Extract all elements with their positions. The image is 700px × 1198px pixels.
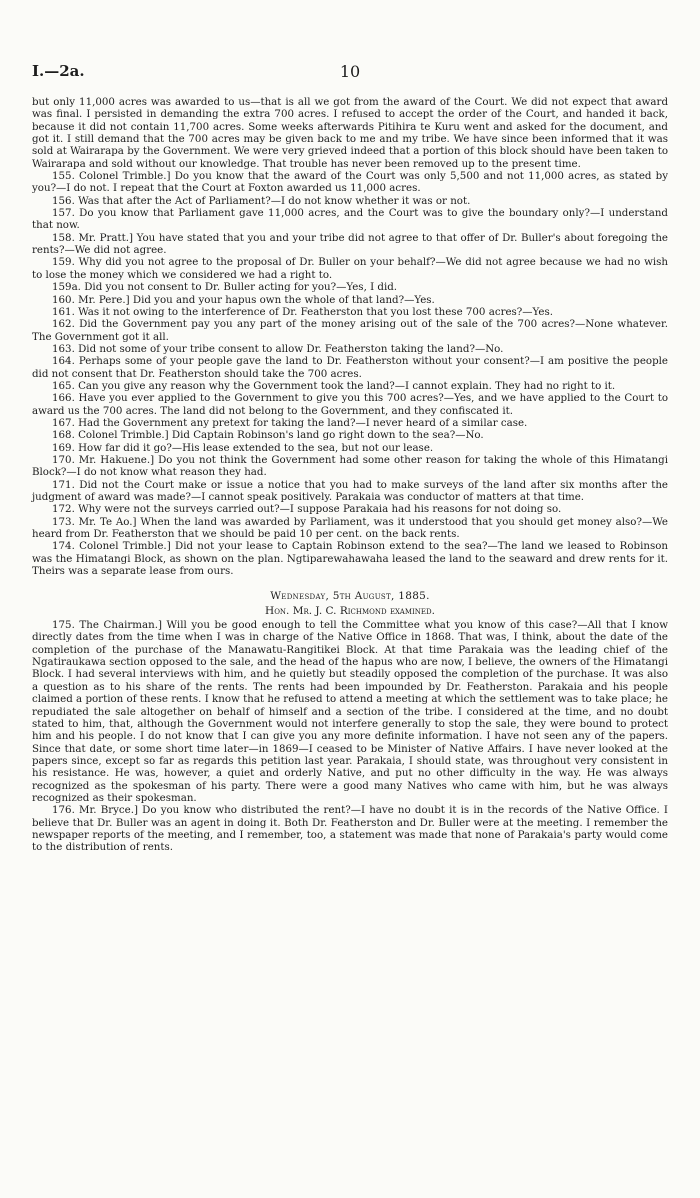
paragraph: 168. Colonel Trimble.] Did Captain Robinson's land go right down to the sea?—No. [52,429,484,442]
paragraph: 171. Did not the Court make or issue a notice that you had to make surveys of the land after six months after the judgment of award was made?—I cannot speak positively. Parakaia was conductor of matters at that time. [32,478,668,503]
paragraph: 163. Did not some of your tribe consent to allow Dr. Featherston taking the land?—No. [52,342,504,355]
witness-heading: Hon. Mr. J. C. Richmond examined. [265,604,435,617]
session-date-heading: Wednesday, 5th August, 1885. [270,590,430,603]
paragraph: 155. Colonel Trimble.] Do you know that the award of the Court was only 5,500 and not 11,000 acres, as stated by you?—I do not. I repeat that the Court at Foxton awarded us 11,000 acres. [32,170,668,195]
paragraph: 165. Can you give any reason why the Government took the land?—I cannot explain. They had no right to it. [52,379,616,392]
paragraph: 164. Perhaps some of your people gave the land to Dr. Featherston without your consent?—I am positive the people did not consent that Dr. Featherston should take the 700 acres. [32,355,668,380]
page-number: 10 [339,62,361,81]
paragraph: 166. Have you ever applied to the Government to give you this 700 acres?—Yes, and we have applied to the Court to award us the 700 acres. The land did not belong to the Government, and they confiscated it. [32,392,668,417]
paragraph: 174. Colonel Trimble.] Did not your lease to Captain Robinson extend to the sea?—The land we leased to Robinson was the Himatangi Block, as shown on the plan. Ngtiparewahawaha leased the land to the seaward and drew rents for it. Theirs was a separate lease from ours. [32,540,668,578]
paragraph: 158. Mr. Pratt.] You have stated that you and your tribe did not agree to that offer of Dr. Buller's about foregoing the rents?—We did not agree. [32,231,668,257]
paragraph: 169. How far did it go?—His lease extended to the sea, but not our lease. [52,441,434,454]
paragraph: 176. Mr. Bryce.] Do you know who distributed the rent?—I have no doubt it is in the records of the Native Office. I believe that Dr. Buller was an agent in doing it. Both Dr. Featherston and Dr. Buller were at the meeting. I remember the newspaper reports of the meeting, and I remember, too, a statement was made that none of Parakaia's party would come to the distribution of rents. [32,804,668,854]
paragraph: 159a. Did you not consent to Dr. Buller acting for you?—Yes, I did. [52,281,398,294]
paragraph: 167. Had the Government any pretext for taking the land?—I never heard of a similar case. [52,416,528,429]
page-body [32,96,668,854]
paragraph: 157. Do you know that Parliament gave 11,000 acres, and the Court was to give the boundary only?—I understand that now. [32,207,668,232]
paragraph: 162. Did the Government pay you any part of the money arising out of the sale of the 700 acres?—None whatever. The Government got it all. [32,318,668,343]
paragraph: 175. The Chairman.] Will you be good enough to tell the Committee what you know of this case?—All that I know directly dates from the time when I was in charge of the Native Office in 1868. That was, I think, about the date of the completion of the purchase of the Manawatu-Rangitikei Block. At that time Parakaia was the leading chief of the Ngatiraukawa section opposed to the sale, and the head of the hapus who are now, I believe, the owners of the Himatangi Block. I had several interviews with him, and he quietly but steadily opposed the completion of the purchase. It was also a question as to his share of the rents. The rents had been impounded by Dr. Featherston. Parakaia and his people claimed a portion of these rents. I know that he refused to attend a meeting at which the settlement was to take place; he repudiated the sale altogether on behalf of himself and a section of the tribe. I considered at the time, and no doubt stated to him, that, although the Government would not interfere generally to stop the sale, they were bound to protect him and his people. I do not know that I can give you any more definite information. I have not seen any of the papers. Since that date, or some short time later—in 1869—I ceased to be Minister of Native Affairs. I have never looked at the papers since, except so far as regards this petition last year. Parakaia, I should state, was throughout very consistent in his resistance. He was, however, a quiet and orderly Native, and put no other difficulty in the way. He was always recognized as the spokesman of his party. There were a good many Natives who came with him, but he was always recognized as their spokesman. [32,619,668,804]
page-header [32,62,668,88]
paper-reference: I.—2a. [32,62,85,80]
paragraph: 173. Mr. Te Ao.] When the land was awarded by Parliament, was it understood that you should get money also?—We heard from Dr. Featherston that we should be paid 10 per cent. on the back rents. [32,515,668,541]
paragraph: 161. Was it not owing to the interference of Dr. Featherston that you lost these 700 acres?—Yes. [52,305,553,318]
paragraph: 159. Why did you not agree to the proposal of Dr. Buller on your behalf?—We did not agree because we had no wish to lose the money which we considered we had a right to. [32,256,668,281]
paragraph: 172. Why were not the surveys carried out?—I suppose Parakaia had his reasons for not doing so. [52,503,562,516]
paragraph: 160. Mr. Pere.] Did you and your hapus own the whole of that land?—Yes. [52,293,435,306]
paragraph: 156. Was that after the Act of Parliament?—I do not know whether it was or not. [52,194,471,207]
paragraph: but only 11,000 acres was awarded to us—that is all we got from the award of the Court. We did not expect that award was final. I persisted in demanding the extra 700 acres. I refused to accept the order of the Court, and handed it back, because it did not contain 11,700 acres. Some weeks afterwards Pitihira te Kuru went and asked for the document, and got it. I still demand that the 700 acres may be given back to me and my tribe. We have since been informed that it was sold at Wairarapa by the Government. We were very grieved indeed that a portion of this block should have been taken to Wairarapa and sold without our knowledge. That trouble has never been removed up to the present time. [32,96,668,170]
paragraph: 170. Mr. Hakuene.] Do you not think the Government had some other reason for taking the whole of this Himatangi Block?—I do not know what reason they had. [32,453,668,479]
